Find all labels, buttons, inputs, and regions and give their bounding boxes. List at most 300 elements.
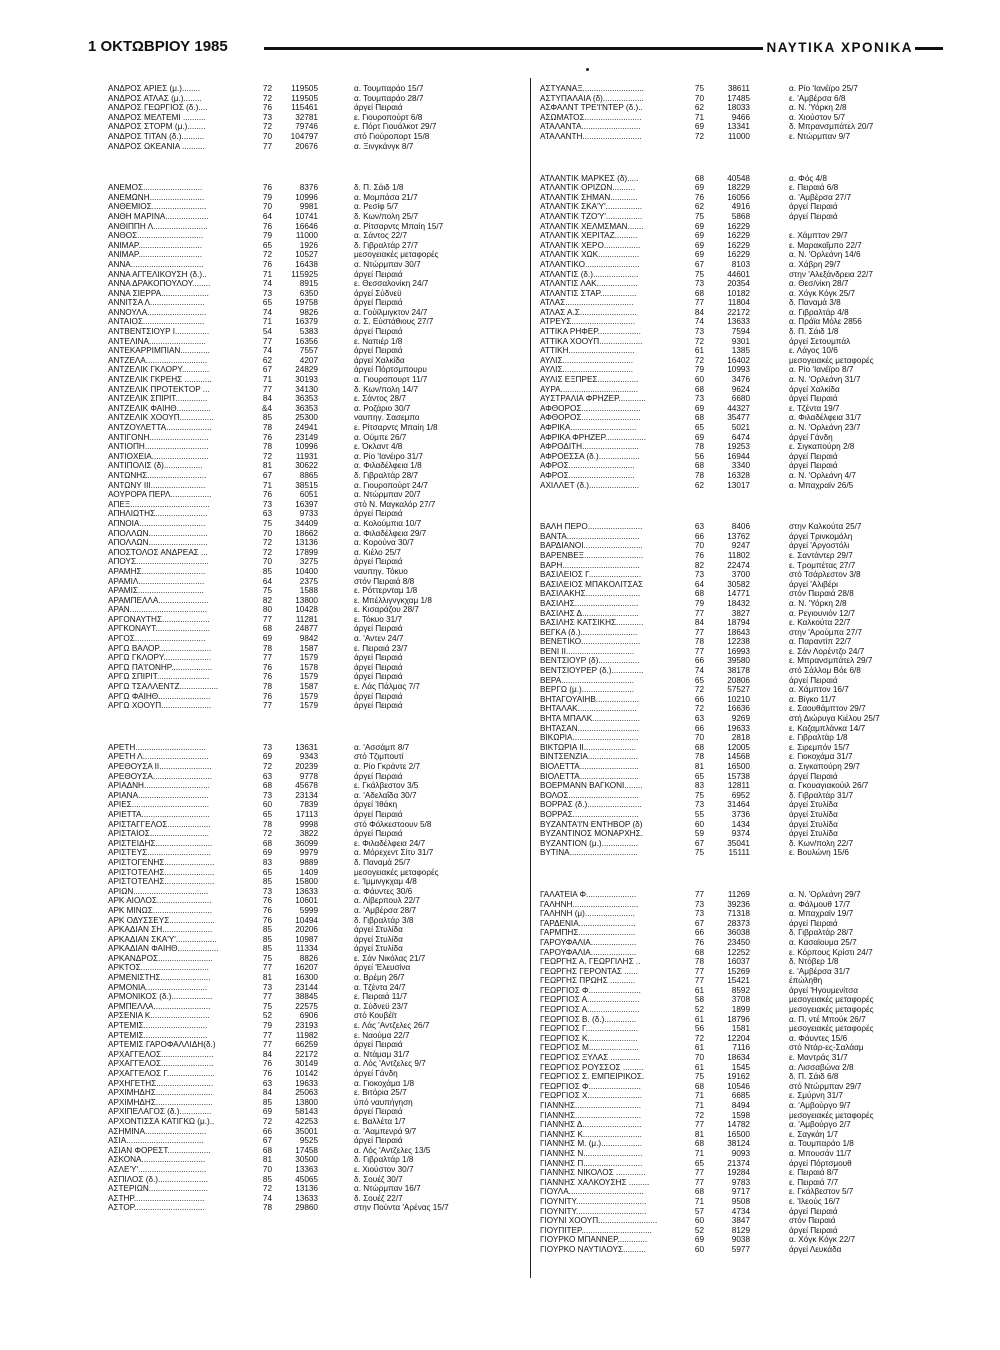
ship-status: στό Τσάρλεστον 3/8 xyxy=(789,570,861,580)
ship-name: ΑΡΧΗΓΕΤΗΣ......................... xyxy=(108,1078,214,1088)
ship-row xyxy=(108,308,504,318)
ship-name: ΑΝΤΕΚΑΡΡΙΜΠΙΑΝ............. xyxy=(108,346,210,356)
tonnage: 24829 xyxy=(295,365,318,375)
ship-status: α. Γιοκοχάμα 1/8 xyxy=(354,1078,415,1088)
ship-name: ΑΣΤΗΡ............................... xyxy=(108,1193,205,1203)
ship-name: ΒΟΕΡΜΑΝΝ ΒΑΓΚΟΝΙ........ xyxy=(540,781,643,791)
ship-row xyxy=(108,1127,504,1137)
ship-name: ΑΝΤΖΕΛΑ........................... xyxy=(108,355,208,365)
ship-name: ΑΡΙΣΤΑΙΟΣ.......................... xyxy=(108,829,209,839)
ship-row xyxy=(108,644,504,654)
ship-status: ε. Γιουροπούρτ 6/8 xyxy=(354,112,423,122)
ship-row xyxy=(540,1111,939,1121)
ship-row xyxy=(540,1024,939,1034)
ship-name: ΑΡΑΜΠΕΛΛΑ...................... xyxy=(108,595,209,605)
ship-status: ε. Ναπιέρ 1/8 xyxy=(354,336,403,346)
ship-row xyxy=(108,605,504,615)
tonnage: 9842 xyxy=(299,634,318,644)
ship-row xyxy=(540,1226,939,1236)
build-year: 75 xyxy=(262,586,272,596)
build-year: 77 xyxy=(262,992,272,1002)
tonnage: 13136 xyxy=(295,1184,318,1194)
ship-status: ε. Θεσσαλονίκη 24/7 xyxy=(354,279,429,289)
ship-row xyxy=(108,615,504,625)
ship-status: δ. Γιβραλτάρ 31/7 xyxy=(789,790,853,800)
ship-status: ε. Γιοκοχάμα 31/7 xyxy=(789,752,853,762)
tonnage: 19253 xyxy=(727,442,750,452)
ship-status: α. 'Αμβέρσα 27/7 xyxy=(789,192,852,202)
ship-status: άργεί Πειραιά xyxy=(354,103,403,113)
build-year: 76 xyxy=(262,672,272,682)
tonnage: 1587 xyxy=(299,682,318,692)
ship-name: ΑΣΤΥΑΝΑΞ........................... xyxy=(540,84,644,93)
ship-status: δ. Π. Σάιδ 1/8 xyxy=(789,327,839,337)
ship-status: ε. 'Ιλεούς 16/7 xyxy=(789,1196,840,1206)
ship-name: ΑΡΙΕΣ.................................. xyxy=(108,800,210,810)
ship-status: α. Γιουροπούρτ 24/7 xyxy=(354,480,428,490)
ship-name: ΑΡΧΑΓΓΕΛΟΣ....................... xyxy=(108,1049,214,1059)
tonnage: 9717 xyxy=(731,1187,750,1197)
ship-name: ΒΕΝΕΤΙΚΟ.......................... xyxy=(540,637,641,647)
ship-status: δ. Γιβραλτάρ 28/7 xyxy=(354,470,418,480)
ship-name: ΑΡΚΤΟΣ.............................. xyxy=(108,963,209,973)
ship-status: α. Φιλαδέλφεια 31/7 xyxy=(789,413,862,423)
ship-status: άργεί Χαλκίδα xyxy=(354,355,405,365)
ship-row xyxy=(540,1072,939,1082)
ship-row xyxy=(540,1101,939,1111)
ship-name: ΑΦΡΙΚΑ............................. xyxy=(540,423,637,432)
ship-group xyxy=(108,183,504,711)
ship-row xyxy=(540,461,939,471)
ship-row xyxy=(540,724,939,734)
ship-row xyxy=(108,829,504,839)
ship-name: ΑΝΤΑΙΟΣ........................... xyxy=(108,317,205,327)
ship-row xyxy=(108,385,504,395)
ship-row xyxy=(108,1194,504,1204)
tonnage: 1926 xyxy=(299,240,318,250)
build-year: 84 xyxy=(262,1049,272,1059)
ship-status: α. Γιουροπουρτ 11/7 xyxy=(354,375,428,385)
ship-row xyxy=(540,919,939,929)
ship-status: ε. Γιβραλτάρ 1/8 xyxy=(789,733,848,743)
build-year: 78 xyxy=(694,442,704,452)
build-year: 76 xyxy=(262,1059,272,1069)
ship-status: άργεί Στυλίδα xyxy=(354,934,403,944)
tonnage: 15269 xyxy=(727,966,750,976)
tonnage: 15111 xyxy=(728,848,750,858)
tonnage: 1579 xyxy=(299,701,318,711)
ship-status: άργεί Πειραιά xyxy=(789,918,838,928)
tonnage: 20239 xyxy=(295,762,318,771)
ship-row xyxy=(108,298,504,308)
ship-row xyxy=(108,1165,504,1175)
ship-row xyxy=(108,94,504,104)
ship-row xyxy=(108,1203,504,1213)
ship-name: ΒΕΡΑ................................ xyxy=(540,675,635,685)
ship-row xyxy=(108,222,504,232)
ship-name: ΑΤΛΑΝΤΙΚ ΣΚΑ'Υ'................ xyxy=(540,202,643,212)
ship-name: ΒΑΣΙΛΗΣ Δ......................... xyxy=(540,608,639,618)
build-year: 63 xyxy=(262,1078,272,1088)
build-year: 71 xyxy=(694,1101,704,1110)
ship-name: ΑΧΙΛΛΕΤ (δ.)...................... xyxy=(540,480,640,490)
ship-name: ΑΡΕΘΟΥΣΑ ΙΙ....................... xyxy=(108,762,212,771)
ship-name: ΒΥΖΑΝΤΙΟΝ (μ.)................ xyxy=(540,838,638,848)
publication-name: ΝΑΥΤΙΚΑ ΧΡΟΝΙΚΑ xyxy=(766,40,913,55)
build-year: 73 xyxy=(694,899,704,909)
ship-status: α. Μπουσάν 11/7 xyxy=(789,1148,852,1158)
column-divider xyxy=(530,78,531,1278)
ship-status: α. Κασαϊουμα 25/7 xyxy=(789,937,857,947)
ship-name: ΑΣΤΟΡ............................... xyxy=(108,1203,205,1213)
ship-row xyxy=(108,500,504,510)
ship-row xyxy=(108,577,504,587)
build-year: 70 xyxy=(694,541,704,551)
ship-row xyxy=(108,509,504,519)
tonnage: 23193 xyxy=(295,1021,318,1031)
ship-name: ΑΡΓΩ ΦΑΙΗΘ....................... xyxy=(108,691,211,701)
build-year: 68 xyxy=(262,1145,272,1155)
ship-name: ΑΝΔΡΟΣ ΓΕΩΡΓΙΟΣ (δ.).... xyxy=(108,103,208,113)
ship-name: ΑΡΓΟΣ............................... xyxy=(108,634,206,644)
tonnage: 8915 xyxy=(299,279,318,289)
ship-row xyxy=(108,1146,504,1156)
build-year: 78 xyxy=(262,1203,272,1213)
build-year: 71 xyxy=(262,317,272,327)
ship-name: ΓΕΩΡΓΙΟΣ Κ...................... xyxy=(540,1033,638,1043)
ship-name: ΓΙΑΝΝΗΣ ΧΑΛΚΟΥΣΗΣ ......... xyxy=(540,1177,650,1187)
ship-name: ΑΝΤΖΟΥΛΕΤΤΑ.................... xyxy=(108,423,212,432)
ship-name: ΓΙΑΝΝΗΣ............................. xyxy=(540,1110,642,1120)
tonnage: 3827 xyxy=(731,608,750,618)
ship-name: ΑΝΤΙΠΟΛΙΣ (δ)................. xyxy=(108,461,203,471)
ship-row xyxy=(540,656,939,666)
ship-row xyxy=(108,1136,504,1146)
build-year: 76 xyxy=(694,937,704,947)
ship-row xyxy=(540,1159,939,1169)
ship-name: ΒΥΖΑΝΤΑ'Ι'Ν ΕΝΤΗΒΟΡ (δ) xyxy=(540,819,643,829)
tonnage: 17899 xyxy=(295,547,318,557)
tonnage: 79746 xyxy=(295,122,318,132)
ship-status: α. Τουμπαράο 15/7 xyxy=(354,84,424,93)
build-year: 77 xyxy=(262,1040,272,1050)
ship-status: α. Ν. 'Ορλεάνη 4/7 xyxy=(789,470,856,480)
ship-status: ε. Λάς Πάλμας 7/7 xyxy=(354,682,420,692)
tonnage: 16207 xyxy=(295,963,318,973)
ship-status: ε. Χιούστον 30/7 xyxy=(354,1164,414,1174)
ship-name: ΑΝΝΟΥΛΑ.......................... xyxy=(108,307,207,317)
tonnage: 19284 xyxy=(727,1168,750,1178)
build-year: 68 xyxy=(694,288,704,298)
ship-row xyxy=(540,222,939,232)
build-year: 63 xyxy=(694,714,704,724)
ship-row xyxy=(540,346,939,356)
build-year: 71 xyxy=(262,269,272,279)
tonnage: 14568 xyxy=(727,752,750,762)
ship-status: ε. Μπρανσμπάτελ 29/7 xyxy=(789,656,873,666)
ship-name: ΑΡΙΣΤΕΙΔΗΣ......................... xyxy=(108,838,213,848)
ship-row xyxy=(540,752,939,762)
build-year: 65 xyxy=(262,240,272,250)
tonnage: 45065 xyxy=(295,1174,318,1184)
ship-status: α. Χάβρη 29/7 xyxy=(789,259,841,269)
ship-row xyxy=(108,1011,504,1021)
ship-name: ΓΕΩΡΓΙΟΣ Φ....................... xyxy=(540,985,641,995)
ship-status: ε. Σάντος 28/7 xyxy=(354,394,406,404)
ship-name: ΑΡΧΟΝΤΙΣΣΑ ΚΑΤΙΓΚΩ (μ.).. xyxy=(108,1116,215,1126)
tonnage: 115925 xyxy=(291,269,318,279)
ship-name: ΑΤΛΑΝΤΙΚ ΟΡΙΖΩΝ.......... xyxy=(540,183,635,193)
ship-row xyxy=(540,609,939,619)
ship-row xyxy=(540,976,939,986)
ship-name: ΓΙΑΝΝΗΣ Ν.......................... xyxy=(540,1148,643,1158)
ship-name: ΓΕΩΡΓΙΟΣ Φ....................... xyxy=(540,1081,641,1091)
ship-name: ΑΝΕΜΩΝΗ........................ xyxy=(108,192,205,202)
ship-row xyxy=(540,1187,939,1197)
ship-row xyxy=(108,906,504,916)
tonnage: 17485 xyxy=(727,93,750,103)
build-year: 66 xyxy=(694,656,704,666)
tonnage: 1579 xyxy=(299,691,318,701)
ship-name: ΑΡΓΩ ΠΑ'Ι'ΟΝΗΡ.................. xyxy=(108,662,213,672)
ship-row xyxy=(108,800,504,810)
build-year: 77 xyxy=(262,653,272,663)
ship-status: α. Λός 'Αντζελες 13/5 xyxy=(354,1145,431,1155)
build-year: 75 xyxy=(262,953,272,963)
ship-row xyxy=(108,653,504,663)
ship-row xyxy=(108,365,504,375)
ship-row xyxy=(108,701,504,711)
ship-name: ΒΥΖΑΝΤΙΝΟΣ ΜΟΝΑΡΧΗΣ. xyxy=(540,829,643,839)
tonnage: 24941 xyxy=(295,423,318,432)
build-year: 70 xyxy=(694,733,704,743)
tonnage: 8865 xyxy=(299,470,318,480)
ship-row xyxy=(108,241,504,251)
build-year: 74 xyxy=(694,317,704,327)
build-year: 69 xyxy=(694,221,704,231)
tonnage: 6051 xyxy=(299,490,318,500)
tonnage: 20206 xyxy=(295,925,318,935)
ship-status: δ. Π. Σάιδ 1/8 xyxy=(354,183,404,193)
tonnage: 13136 xyxy=(295,538,318,548)
ship-row xyxy=(540,270,939,280)
ship-name: ΓΑΡΜΠΗΣ......................... xyxy=(540,928,636,938)
ship-name: ΓΑΡΟΥΦΑΛΙΑ.................... xyxy=(540,937,637,947)
header-rule xyxy=(264,47,763,50)
ship-name: ΑΡΚΑΔΙΑΝ ΣΚΑ'Υ'.................. xyxy=(108,934,217,944)
ship-name: ΓΕΩΡΓΙΟΣ Χ........................ xyxy=(540,1091,643,1101)
ship-row xyxy=(108,1155,504,1165)
ship-status: άργεί Πειραιά xyxy=(354,662,403,672)
ship-name: ΑΡΕΤΗ............................... xyxy=(108,742,206,752)
ship-name: ΑΝΔΡΟΣ ΤΙΤΑΝ (δ.).......... xyxy=(108,131,205,141)
ship-status: α. Ροζάριο 30/7 xyxy=(354,403,411,413)
ship-row xyxy=(108,122,504,132)
build-year: 73 xyxy=(262,499,272,509)
ship-row xyxy=(108,820,504,830)
ship-name: ΑΝΙΜΑΡ............................ xyxy=(108,240,203,250)
ship-status: α. Σ. Εύστάθιους 27/7 xyxy=(354,317,434,327)
tonnage: 16438 xyxy=(295,259,318,269)
tonnage: 18229 xyxy=(727,183,750,193)
ship-name: ΑΝΝΑ ΑΓΓΕΛΙΚΟΥΣΗ (δ.).. xyxy=(108,269,207,279)
ship-name: ΑΤΛΑΝΤΙΣ ΣΤΑΡ................ xyxy=(540,288,637,298)
ship-name: ΒΑΣΙΛΕΙΟΣ ΜΠΑΚΟΛΙΤΣΑΣ xyxy=(540,579,644,589)
ship-status: α. Παραντίπ 22/7 xyxy=(789,637,852,647)
ship-name: ΑΦΡΙΚΑ ΦΡΗΖΕΡ.................. xyxy=(540,432,646,442)
ship-name: ΓΙΟΥΡΚΟ ΜΠΑΝΝΕΡ............. xyxy=(540,1235,648,1245)
build-year: 78 xyxy=(694,752,704,762)
tonnage: 23134 xyxy=(295,790,318,800)
ship-status: ε. Σαντάντερ 29/7 xyxy=(789,550,853,560)
ship-status: ύπό ναυπήγηση xyxy=(354,1097,413,1107)
ship-name: ΑΡΓΩ ΧΟΟΥΠ...................... xyxy=(108,701,212,711)
ship-status: α. Λισσαβώνα 2/8 xyxy=(789,1062,854,1072)
build-year: 71 xyxy=(694,1196,704,1206)
ship-status: στό Ν. Μαγκαλόρ 27/7 xyxy=(354,499,436,509)
ship-status: στην 'Αλεξάνδρεια 22/7 xyxy=(789,269,873,279)
build-year: 66 xyxy=(262,1126,272,1136)
build-year: 72 xyxy=(694,1110,704,1120)
ship-status: α. 'Αντεν 24/7 xyxy=(354,634,404,644)
ship-status: α. Κορούνα 30/7 xyxy=(354,538,414,548)
ship-row xyxy=(540,193,939,203)
ship-name: ΓΙΟΥΡΚΟ ΝΑΥΤΙΛΟΥΣ.......... xyxy=(540,1244,646,1254)
ship-row xyxy=(540,781,939,791)
tonnage: 7594 xyxy=(731,327,750,337)
tonnage: 1545 xyxy=(731,1062,750,1072)
ship-row xyxy=(108,557,504,567)
build-year: 76 xyxy=(262,259,272,269)
build-year: 72 xyxy=(694,1033,704,1043)
ship-status: μεσογειακές μεταφορές xyxy=(354,250,439,260)
ship-row xyxy=(108,1031,504,1041)
ship-name: ΒΙΝΤΣΕΝΖΙΑ...................... xyxy=(540,752,638,762)
ship-row xyxy=(108,848,504,858)
build-year: 78 xyxy=(694,637,704,647)
build-year: 77 xyxy=(262,1030,272,1040)
build-year: 73 xyxy=(694,570,704,580)
tonnage: 5021 xyxy=(731,423,750,432)
build-year: 76 xyxy=(694,550,704,560)
ship-status: α. Ρεσίφ 5/7 xyxy=(354,202,399,212)
ship-status: άργεί 'Ηγουμενίτσα xyxy=(789,985,859,995)
build-year: 61 xyxy=(694,1043,704,1053)
ship-status: άργεί Πειραιά xyxy=(354,771,403,781)
build-year: 68 xyxy=(262,781,272,791)
build-year: 76 xyxy=(694,192,704,202)
ship-name: ΒΑΡΔΙΑΝΟΙ.......................... xyxy=(540,541,643,551)
tonnage: 5383 xyxy=(299,327,318,337)
build-year: 77 xyxy=(694,1120,704,1130)
build-year: 77 xyxy=(694,608,704,618)
build-year: 61 xyxy=(694,346,704,356)
build-year: 73 xyxy=(694,909,704,919)
ship-status: α. Φιλαδέλφεια 29/7 xyxy=(354,528,427,538)
build-year: 67 xyxy=(262,470,272,480)
ship-row xyxy=(108,1079,504,1089)
ship-row xyxy=(108,193,504,203)
ship-status: ε. Βαλλέτα 1/7 xyxy=(354,1116,406,1126)
build-year: 54 xyxy=(262,327,272,337)
ship-status: α. Γκουαγιακούιλ 26/7 xyxy=(789,781,869,791)
ship-name: ΑΡΓΚΟΝΑΥΤ........................ xyxy=(108,624,210,634)
build-year: 65 xyxy=(694,675,704,685)
ship-row xyxy=(108,394,504,404)
ship-status: στην Καλκούτα 25/7 xyxy=(789,522,862,532)
ship-status: α. Ντάμαμ 31/7 xyxy=(354,1049,410,1059)
build-year: 63 xyxy=(694,522,704,532)
ship-status: στό Φόλκεστοουν 5/8 xyxy=(354,819,432,829)
ship-name: ΑΝΤΖΕΛΙΚ ΧΟΟΥΠ............... xyxy=(108,413,214,423)
ship-row xyxy=(108,743,504,753)
ship-group xyxy=(540,890,939,1255)
ship-name: ΓΙΑΝΝΗΣ Δ.......................... xyxy=(540,1120,642,1130)
build-year: 77 xyxy=(694,298,704,308)
ship-name: ΑΝΘΟΣ............................. xyxy=(108,231,204,241)
ship-status: ε. Σιγκαπούρη 2/8 xyxy=(789,442,855,452)
ship-status: ε. Γκάλβεστον 5/7 xyxy=(789,1187,854,1197)
ship-row xyxy=(540,231,939,241)
tonnage: 18033 xyxy=(727,103,750,113)
ship-row xyxy=(540,442,939,452)
ship-row xyxy=(108,567,504,577)
ship-row xyxy=(540,986,939,996)
build-year: 72 xyxy=(262,250,272,260)
tonnage: 10993 xyxy=(727,365,750,375)
ship-row xyxy=(108,983,504,993)
tonnage: 9889 xyxy=(299,857,318,867)
tonnage: 3340 xyxy=(731,461,750,471)
ship-status: δ. Παναμά 3/8 xyxy=(789,298,841,308)
ship-status: α. 'Ααμπενρά 9/7 xyxy=(354,1126,417,1136)
tonnage: 13017 xyxy=(727,480,750,490)
build-year: 76 xyxy=(262,691,272,701)
ship-status: ε. Καλκούτα 22/7 xyxy=(789,618,851,628)
tonnage: 16993 xyxy=(727,646,750,656)
ship-row xyxy=(108,772,504,782)
ship-row xyxy=(108,954,504,964)
build-year: 73 xyxy=(262,112,272,122)
ship-name: ΑΝΕΜΟΣ.......................... xyxy=(108,183,203,193)
tonnage: 1579 xyxy=(299,653,318,663)
ship-status: ε. Πόρτ Γιουάλκοτ 29/7 xyxy=(354,122,437,132)
ship-row xyxy=(108,375,504,385)
ship-name: ΑΝΔΡΟΣ ΩΚΕΑΝΙΑ .......... xyxy=(108,141,205,151)
ship-status: άργεί Λευκάδα xyxy=(789,1244,842,1254)
ship-status: άργεί Πειραιά xyxy=(354,691,403,701)
ship-status: α. Μόρεχεντ Σίτυ 31/7 xyxy=(354,848,434,858)
ship-name: ΑΣΙΑΝ ΦΟΡΕΣΤ................... xyxy=(108,1145,211,1155)
ship-name: ΑΝΤΙΓΟΝΗ.......................... xyxy=(108,432,209,442)
ship-name: ΑΡΚΑΔΙΑΝ ΦΑΙΗΘ.................. xyxy=(108,944,219,954)
ship-row xyxy=(108,887,504,897)
ship-status: ε. Μαρακαΐμπο 22/7 xyxy=(789,240,862,250)
ship-row xyxy=(108,810,504,820)
tonnage: 2818 xyxy=(731,733,750,743)
tonnage: 18794 xyxy=(727,618,750,628)
ship-name: ΑΝΤΒΕΝΤΣΙΟΥΡ Ι............... xyxy=(108,327,210,337)
build-year: 67 xyxy=(262,1136,272,1146)
tonnage: 13800 xyxy=(295,595,318,605)
ship-name: ΑΝΤΙΟΧΕΙΑ......................... xyxy=(108,451,209,461)
ship-row xyxy=(540,541,939,551)
ship-row xyxy=(108,413,504,423)
ship-status: ε. Τζέντα 19/7 xyxy=(789,403,840,413)
tonnage: 2375 xyxy=(299,576,318,586)
ship-status: α. Ρίο Γκράντε 2/7 xyxy=(354,762,421,771)
tonnage: 3708 xyxy=(731,995,750,1005)
